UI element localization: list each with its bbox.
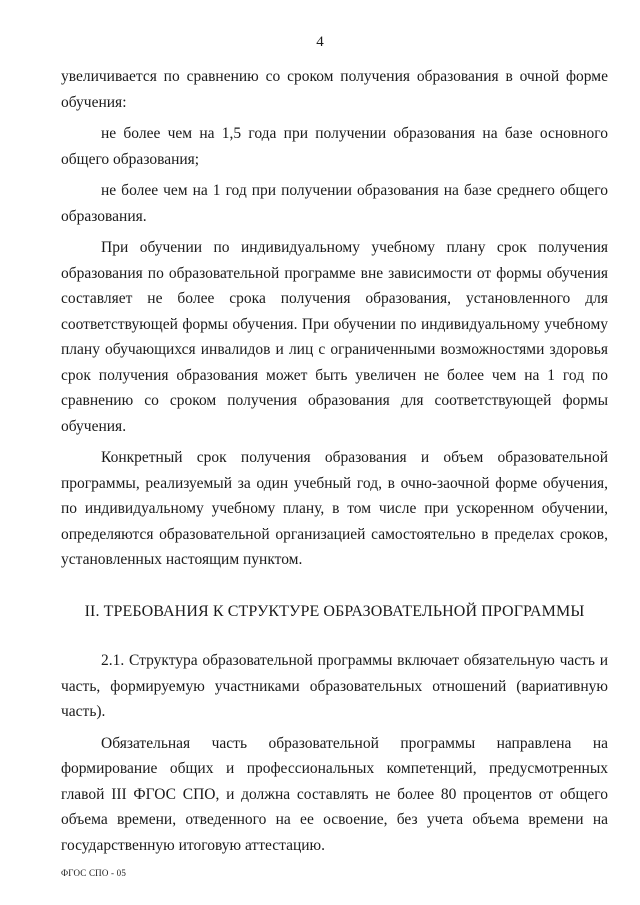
page-number: 4	[316, 34, 324, 50]
document-body	[61, 64, 608, 858]
footer-label: ФГОС СПО - 05	[61, 868, 127, 878]
section-heading: II. ТРЕБОВАНИЯ К СТРУКТУРЕ ОБРАЗОВАТЕЛЬНОЙ ПРОГРАММЫ	[84, 602, 585, 620]
paragraph-specific-term: Конкретный срок получения образования и объем образовательной программы, реализуемый за один учебный год, в очно-заочной форме обучения, по индивидуальному учебному плану, в том числе при ускоренном обучении, определяются образовательной организацией самостоятельно в пределах сроков, установленных настоящим пунктом.	[61, 449, 608, 568]
paragraph-mandatory-part: Обязательная часть образовательной программы направлена на формирование общих и профессиональных компетенций, предусмотренных главой III ФГОС СПО, и должна составлять не более 80 процентов от общего объема времени, отведенного на ее освоение, без учета объема времени на государственную итоговую аттестацию.	[61, 734, 608, 854]
paragraph-structure: 2.1. Структура образовательной программы включает обязательную часть и часть, формируемую участниками образовательных отношений (вариативную часть).	[61, 652, 608, 720]
paragraph-secondary-general: не более чем на 1 год при получении образования на базе среднего общего образования.	[61, 182, 608, 225]
paragraph-intro-continuation: увеличивается по сравнению со сроком получения образования в очной форме обучения:	[61, 68, 608, 111]
paragraph-basic-general: не более чем на 1,5 года при получении образования на базе основного общего образования;	[61, 125, 608, 168]
paragraph-individual-plan: При обучении по индивидуальному учебному плану срок получения образования по образовательной программе вне зависимости от формы обучения составляет не более срока получения образования, установленного для соответствующей формы обучения. При обучении по индивидуальному учебному плану обучающихся инвалидов и лиц с ограниченными возможностями здоровья срок получения образования может быть увеличен не более чем на 1 год по сравнению со сроком получения образования для соответствующей формы обучения.	[61, 239, 608, 435]
